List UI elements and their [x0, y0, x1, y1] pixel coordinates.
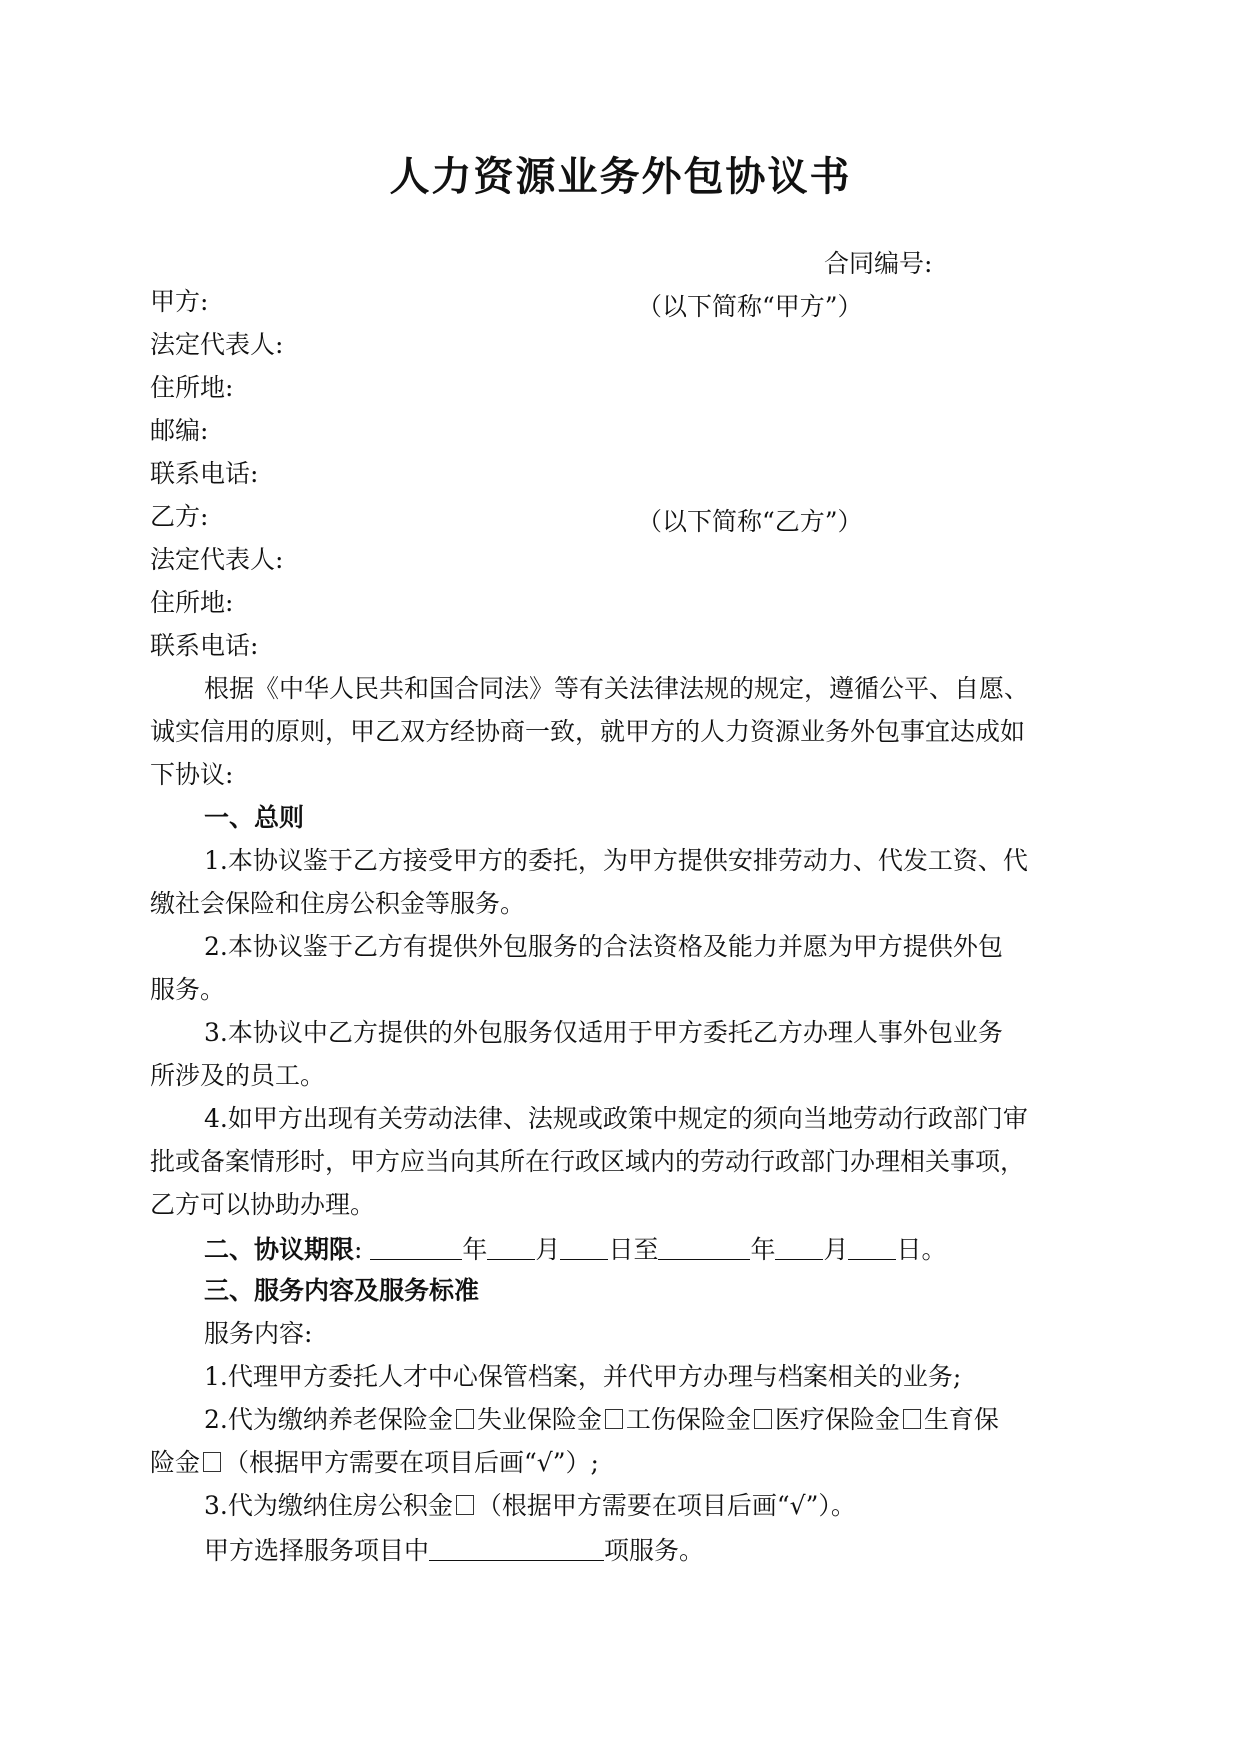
service-selection-line: [204, 1534, 704, 1566]
party-b-note: （以下简称“乙方”）: [637, 507, 863, 536]
start-month-blank[interactable]: [487, 1233, 535, 1260]
year-label: 年: [750, 1235, 776, 1264]
section-3-heading: 三、服务内容及服务标准: [204, 1276, 480, 1305]
maternity-checkbox[interactable]: [203, 1452, 221, 1472]
section-1-item-2-cont: 服务。: [150, 975, 226, 1004]
contract-number-label: 合同编号:: [824, 249, 933, 278]
section-2-line: [204, 1233, 947, 1265]
service-item-3-prefix: 3.代为缴纳住房公积金: [204, 1491, 453, 1520]
end-day-blank[interactable]: [848, 1233, 896, 1260]
section-1-item-1: 1.本协议鉴于乙方接受甲方的委托，为甲方提供安排劳动力、代发工资、代: [204, 846, 1028, 875]
pension-label: 养老保险金: [327, 1405, 453, 1434]
service-item-3: [204, 1491, 856, 1521]
section-1-item-2: 2.本协议鉴于乙方有提供外包服务的合法资格及能力并愿为甲方提供外包: [204, 932, 1003, 961]
document-title: 人力资源业务外包协议书: [389, 153, 852, 200]
preamble-line: 根据《中华人民共和国合同法》等有关法律法规的规定，遵循公平、自愿、: [204, 674, 1030, 703]
injury-checkbox[interactable]: [754, 1409, 772, 1429]
section-2-heading: 二、协议期限: [204, 1235, 355, 1264]
month-label: 月: [823, 1235, 849, 1264]
section-1-heading: 一、总则: [204, 803, 305, 832]
service-item-2-note: （根据甲方需要在项目后画“√”）;: [224, 1448, 599, 1477]
medical-checkbox[interactable]: [903, 1409, 921, 1429]
party-a-address: 住所地:: [150, 373, 234, 402]
maternity-label: 生育保: [923, 1405, 999, 1434]
party-a-note: （以下简称“甲方”）: [637, 292, 863, 321]
party-a-label: 甲方:: [150, 287, 209, 316]
service-item-2-prefix: 2.代为缴纳: [204, 1405, 328, 1434]
injury-label: 工伤保险金: [625, 1405, 751, 1434]
party-b-representative: 法定代表人:: [150, 545, 284, 574]
section-1-item-4-cont: 乙方可以协助办理。: [150, 1190, 376, 1219]
medical-label: 医疗保险金: [774, 1405, 900, 1434]
preamble-line: 诚实信用的原则，甲乙双方经协商一致，就甲方的人力资源业务外包事宜达成如: [150, 717, 1026, 746]
service-selection-prefix: 甲方选择服务项目中: [204, 1536, 430, 1565]
day-end-label: 日。: [896, 1235, 947, 1264]
end-year-blank[interactable]: [658, 1233, 750, 1260]
year-label: 年: [462, 1235, 488, 1264]
service-count-blank[interactable]: [429, 1534, 604, 1561]
party-b-phone: 联系电话:: [150, 631, 259, 660]
unemployment-label: 失业保险金: [476, 1405, 602, 1434]
section-2-colon: :: [354, 1235, 363, 1264]
month-label: 月: [535, 1235, 561, 1264]
maternity-label-cont: 险金: [150, 1448, 201, 1477]
unemployment-checkbox[interactable]: [605, 1409, 623, 1429]
pension-checkbox[interactable]: [456, 1409, 474, 1429]
party-b-label: 乙方:: [150, 502, 209, 531]
party-a-postcode: 邮编:: [150, 416, 209, 445]
section-1-item-1-cont: 缴社会保险和住房公积金等服务。: [150, 889, 526, 918]
end-month-blank[interactable]: [775, 1233, 823, 1260]
preamble-line: 下协议:: [150, 760, 234, 789]
section-1-item-4-cont: 批或备案情形时，甲方应当向其所在行政区域内的劳动行政部门办理相关事项，: [150, 1147, 1026, 1176]
service-item-2-cont: [150, 1448, 599, 1478]
party-b-address: 住所地:: [150, 588, 234, 617]
service-content-label: 服务内容:: [204, 1319, 313, 1348]
party-a-phone: 联系电话:: [150, 459, 259, 488]
section-1-item-3-cont: 所涉及的员工。: [150, 1061, 326, 1090]
day-to-label: 日至: [608, 1235, 659, 1264]
housing-fund-checkbox[interactable]: [456, 1495, 474, 1515]
start-year-blank[interactable]: [370, 1233, 462, 1260]
section-1-item-4: 4.如甲方出现有关劳动法律、法规或政策中规定的须向当地劳动行政部门审: [204, 1104, 1028, 1133]
service-selection-suffix: 项服务。: [604, 1536, 705, 1565]
start-day-blank[interactable]: [560, 1233, 608, 1260]
service-item-3-note: （根据甲方需要在项目后画“√”）。: [476, 1491, 856, 1520]
section-1-item-3: 3.本协议中乙方提供的外包服务仅适用于甲方委托乙方办理人事外包业务: [204, 1018, 1003, 1047]
service-item-1: 1.代理甲方委托人才中心保管档案，并代甲方办理与档案相关的业务;: [204, 1362, 962, 1391]
party-a-representative: 法定代表人:: [150, 330, 284, 359]
service-item-2: [204, 1405, 999, 1435]
